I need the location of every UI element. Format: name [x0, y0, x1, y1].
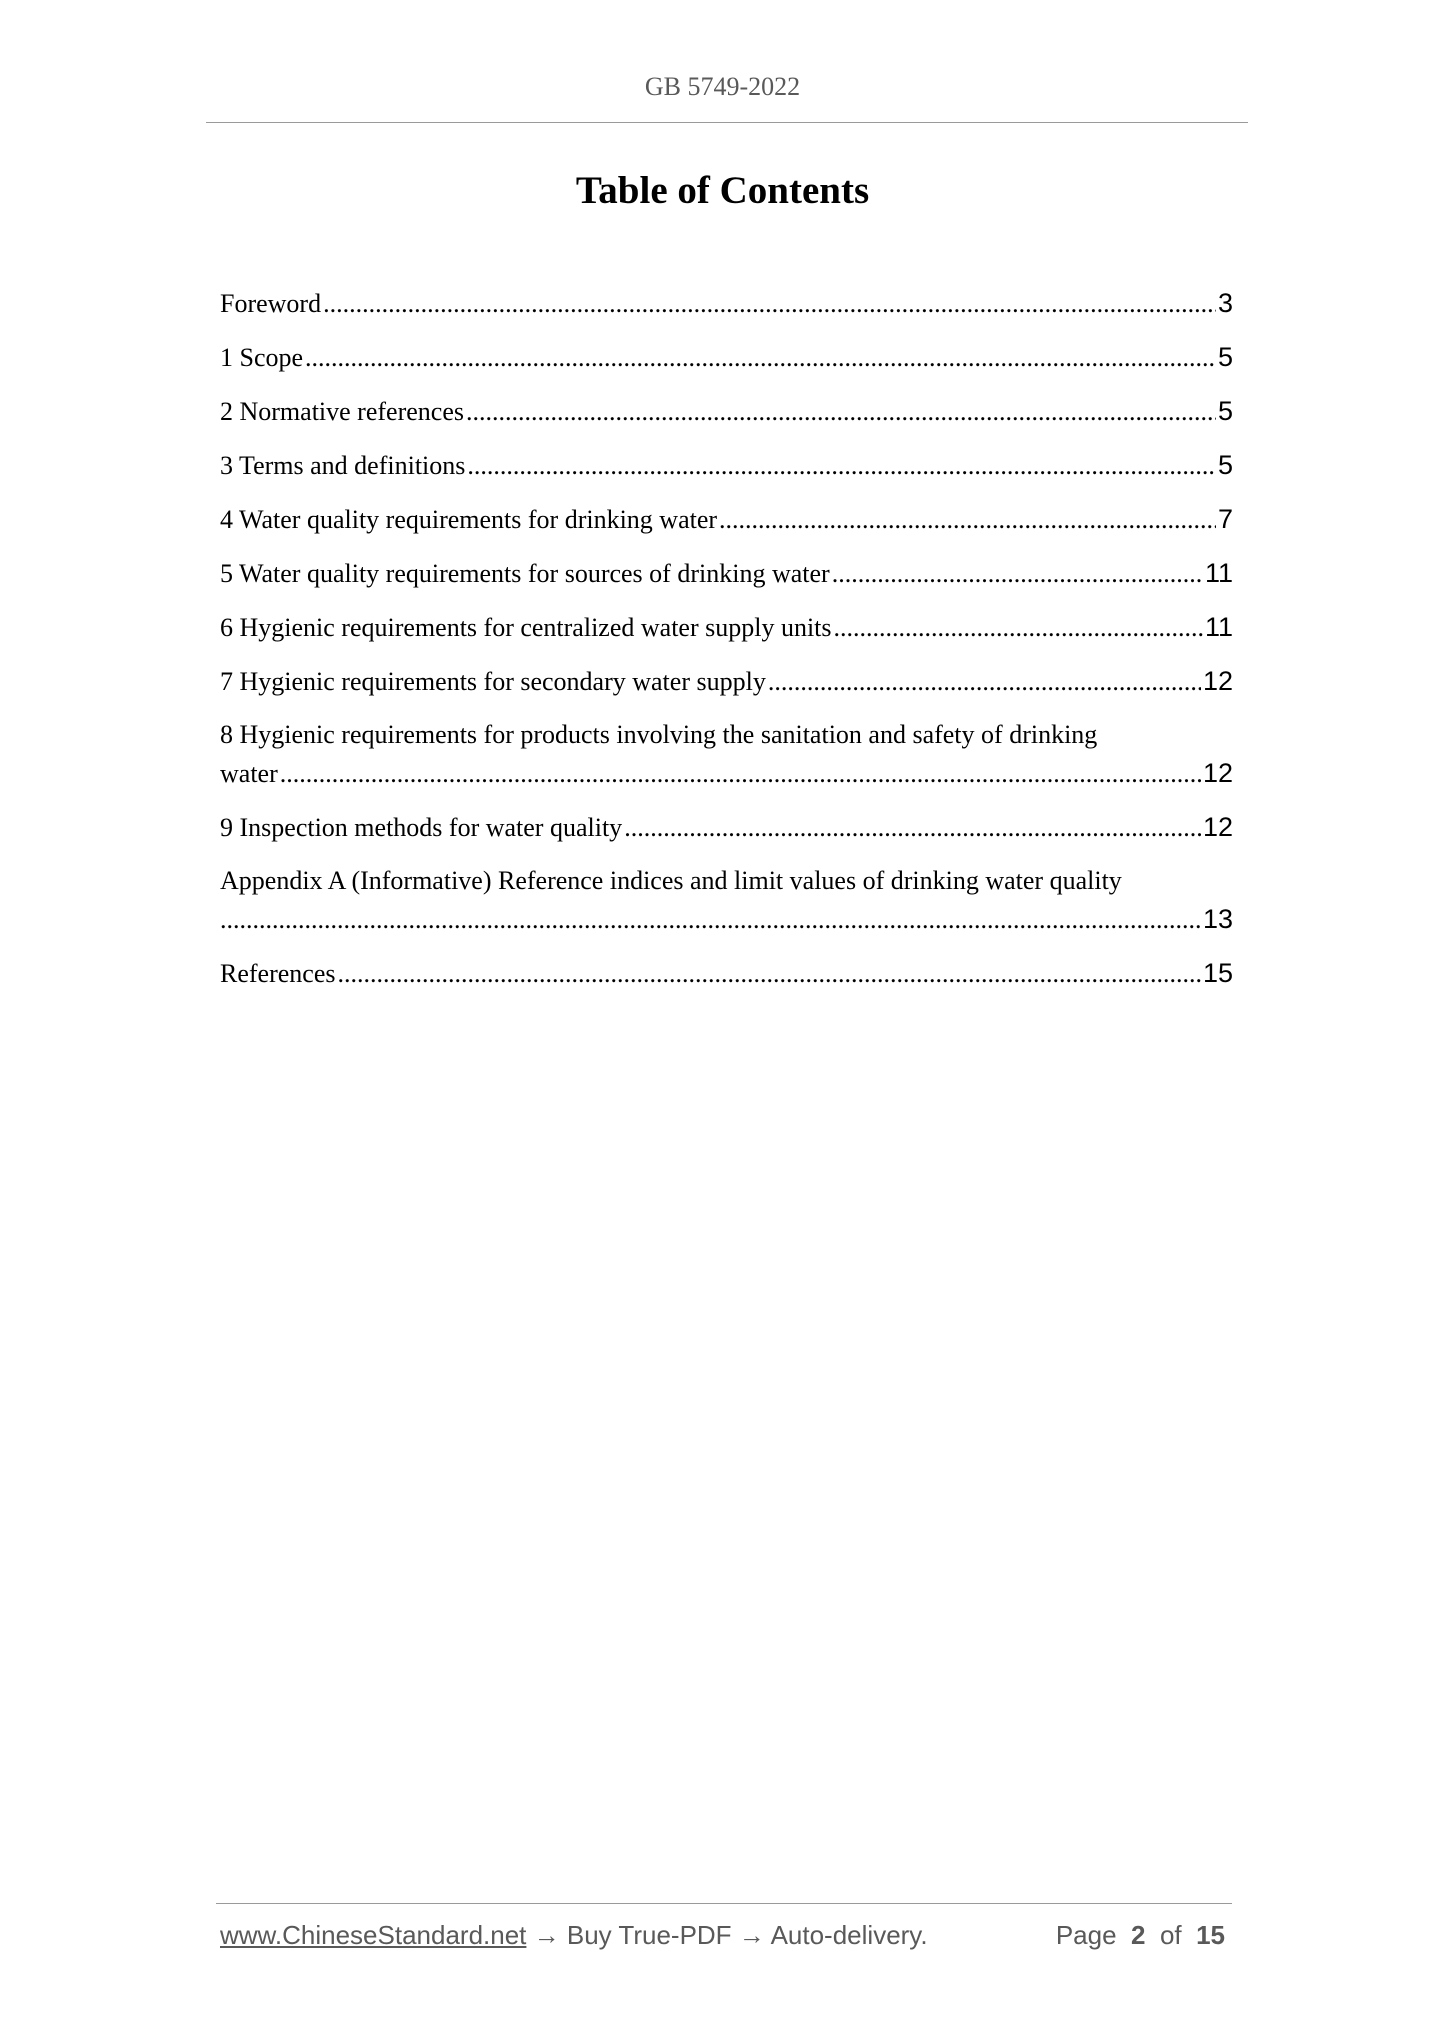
website-link[interactable]: www.ChineseStandard.net — [220, 1920, 527, 1950]
toc-entry-page: 11 — [1204, 558, 1233, 588]
toc-entry-label: 2 Normative references — [220, 397, 464, 426]
page-word: Page — [1055, 1920, 1117, 1950]
dot-leader — [466, 393, 1216, 431]
toc-entry-references[interactable] — [220, 954, 1233, 993]
toc-entry-normative-references[interactable] — [220, 392, 1233, 431]
page-title: Table of Contents — [575, 169, 870, 212]
toc-entry-label: 5 Water quality requirements for sources of drinking water — [220, 559, 830, 588]
footer-divider — [216, 1903, 1232, 1904]
toc-entry-page: 5 — [1217, 450, 1233, 480]
toc-entry-foreword[interactable] — [220, 284, 1233, 323]
toc-entry-page: 5 — [1217, 396, 1233, 426]
toc-entry-page: 5 — [1217, 342, 1233, 372]
toc-entry-page: 15 — [1202, 958, 1233, 988]
dot-leader — [323, 285, 1216, 323]
toc-entry-label: References — [220, 959, 336, 988]
dot-leader — [337, 955, 1200, 993]
toc-entry-page: 7 — [1217, 504, 1233, 534]
dot-leader — [305, 339, 1216, 377]
toc-list — [220, 284, 1233, 1008]
toc-entry-label-line1: 8 Hygienic requirements for products involving the sanitation and safety of drinking — [220, 720, 1098, 749]
header-divider — [206, 122, 1248, 123]
toc-entry-terms-definitions[interactable] — [220, 446, 1233, 485]
toc-entry-label: 3 Terms and definitions — [220, 451, 466, 480]
toc-entry-label-line2: water — [220, 759, 278, 788]
toc-entry-page: 12 — [1202, 812, 1233, 842]
of-word: of — [1159, 1920, 1182, 1950]
dot-leader — [467, 447, 1216, 485]
toc-entry-label-line1: Appendix A (Informative) Reference indices and limit values of drinking water quality — [220, 866, 1122, 895]
toc-entry-label: 9 Inspection methods for water quality — [220, 813, 623, 842]
toc-entry-page: 11 — [1204, 612, 1233, 642]
toc-entry-products-sanitation[interactable] — [220, 716, 1233, 793]
toc-entry-secondary-supply[interactable] — [220, 662, 1233, 701]
dot-leader — [220, 901, 1201, 939]
toc-entry-source-water-requirements[interactable] — [220, 554, 1233, 593]
toc-entry-centralized-supply[interactable] — [220, 608, 1233, 647]
document-id-header: GB 5749-2022 — [644, 72, 801, 101]
toc-entry-label: 4 Water quality requirements for drinking water — [220, 505, 718, 534]
dot-leader — [280, 755, 1201, 793]
dot-leader — [768, 663, 1201, 701]
toc-entry-page: 12 — [1202, 758, 1233, 788]
dot-leader — [719, 501, 1216, 539]
toc-entry-page: 3 — [1217, 288, 1233, 318]
toc-entry-label: 7 Hygienic requirements for secondary water supply — [220, 667, 766, 696]
footer-promo — [220, 1920, 928, 1951]
dot-leader — [624, 809, 1201, 847]
total-pages-number: 15 — [1196, 1920, 1225, 1950]
toc-entry-appendix-a[interactable] — [220, 862, 1233, 939]
footer — [220, 1920, 1225, 1951]
dot-leader — [834, 609, 1203, 647]
footer-tagline: → Buy True-PDF → Auto-delivery. — [526, 1920, 928, 1950]
toc-entry-label: 1 Scope — [220, 343, 304, 372]
toc-entry-page: 13 — [1202, 904, 1233, 934]
toc-entry-label: 6 Hygienic requirements for centralized water supply units — [220, 613, 832, 642]
current-page-number: 2 — [1131, 1920, 1146, 1950]
toc-entry-label: Foreword — [220, 289, 322, 318]
toc-entry-drinking-water-requirements[interactable] — [220, 500, 1233, 539]
page-counter — [1056, 1920, 1225, 1951]
toc-entry-inspection-methods[interactable] — [220, 808, 1233, 847]
dot-leader — [832, 555, 1203, 593]
toc-entry-scope[interactable] — [220, 338, 1233, 377]
toc-entry-page: 12 — [1202, 666, 1233, 696]
